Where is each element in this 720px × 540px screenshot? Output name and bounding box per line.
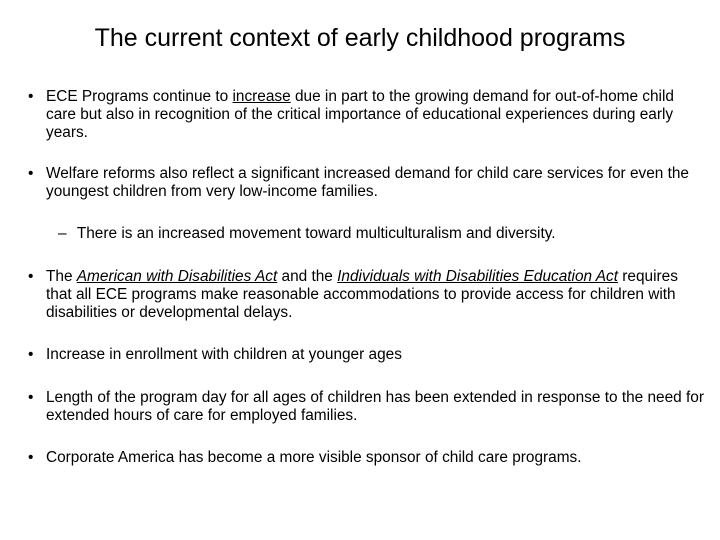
increase-link[interactable]: increase — [232, 88, 291, 105]
bullet-icon: • — [28, 389, 34, 406]
ada-link[interactable]: American with Disabilities Act — [76, 268, 278, 285]
text-segment: requires that all ECE programs make reasonable accommodations to provide access for children with disabilities or developmental delays. — [46, 268, 678, 321]
slide-title: The current context of early childhood programs — [94, 24, 626, 52]
text-segment: and the — [277, 268, 338, 285]
bullet-icon: • — [28, 268, 34, 285]
bullet-text: Increase in enrollment with children at younger ages — [46, 346, 402, 363]
bullet-icon: • — [28, 88, 34, 105]
idea-link[interactable]: Individuals with Disabilities Education Act — [337, 268, 619, 285]
bullet-text — [46, 88, 706, 142]
bullet-text: Welfare reforms also reflect a significant increased demand for child care services for even the youngest children from very low-income families. — [46, 165, 689, 200]
sub-item-multiculturalism — [58, 225, 708, 243]
bullet-icon: • — [28, 165, 34, 182]
bullet-text: Corporate America has become a more visible sponsor of child care programs. — [46, 449, 582, 466]
bullet-text: Length of the program day for all ages of children has been extended in response to the need for extended hours of care for employed families. — [46, 389, 704, 424]
sub-text: There is an increased movement toward multiculturalism and diversity. — [76, 225, 556, 242]
bullet-text — [46, 268, 706, 322]
dash-icon: – — [58, 225, 67, 242]
bullet-icon: • — [28, 346, 34, 363]
text-segment: ECE Programs continue to — [46, 88, 233, 105]
bullet-icon: • — [28, 449, 34, 466]
text-segment: due in part to the growing demand for out-of-home child care but also in recognition of the critical importance of educational experiences during early years. — [46, 88, 674, 141]
text-segment: The — [46, 268, 77, 285]
